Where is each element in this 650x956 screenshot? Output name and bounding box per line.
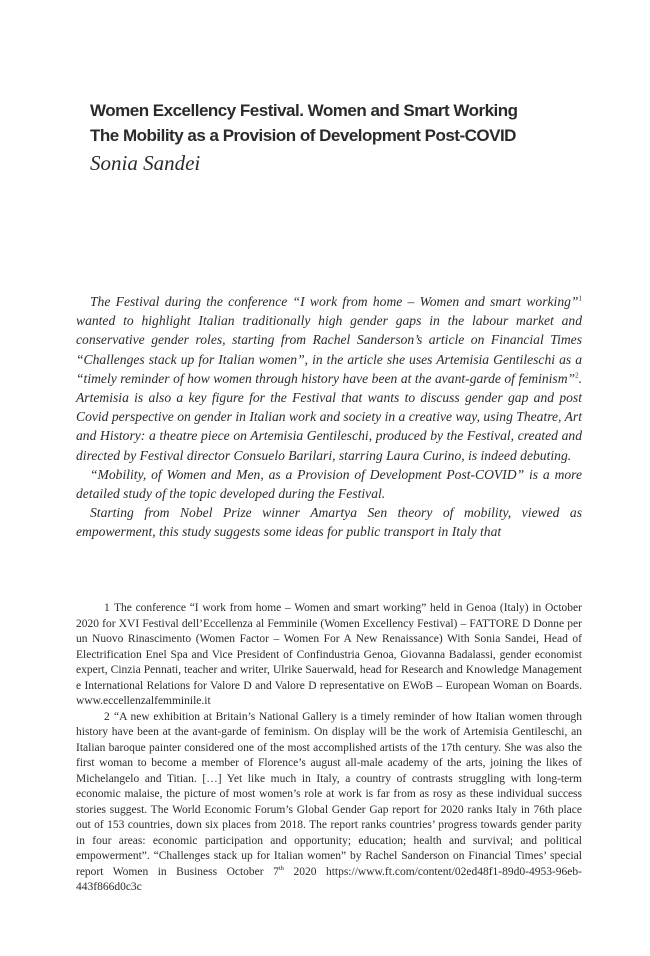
footnote-ref-1[interactable]: 1 [578,294,582,303]
footnote-1 [76,601,582,710]
body-paragraph-1-part-c: . Artemisia is also a key figure for the Festival that wants to discuss gender gap and post Covid perspective on gender in Italian work and society in a creative way, using Theatre, Art and History: a theatre piece on Artemisia Gentileschi, produced by the Festival, created and directed by Festival director Consuelo Barilari, starring Laura Curino, is indeed debuting. [76,370,582,463]
body-paragraph-1-part-a: The Festival during the conference “I work from home – Women and smart working” [90,294,579,309]
body-paragraph-1 [76,292,582,465]
footnote-2 [76,710,582,896]
footnotes [76,601,582,896]
body-paragraph-2: “Mobility, of Women and Men, as a Provision of Development Post-COVID” is a more detailed study of the topic developed during the Festival. [76,466,582,502]
body-paragraph-1-part-b: wanted to highlight Italian traditionally high gender gaps in the labour market and conservative gender roles, starting from Rachel Sanderson’s article on Financial Times “Challenges stack up for Italian women”, in the article she uses Artemisia Gentileschi as a “timely reminder of how women through history have been at the avant-garde of feminism” [76,313,582,386]
author-name: Sonia Sandei [90,151,201,175]
footnote-1-text: The conference “I work from home – Women and smart working” held in Genoa (Italy) in October 2020 for XVI Festival dell’Eccellenza al Femminile (Women Excellency Festival) – FATTORE D Donne per un Nuovo Rinascimento (Women Factor – Women For A New Renaissance) With Sonia Sandei, Head of Electrification Enel Spa and Vice President of Confindustria Genoa, Giovanna Badalassi, gender economist expert, Cinzia Pennati, teacher and writer, Ulrike Sauerwald, head for Research and Knowledge Management e International Relations for Valore D and Valore D representative on EWoB – European Woman on Boards. www.eccellenzalfemminile.it [76,602,582,707]
footnote-2-text-b: 2020 https://www.ft.com/content/02ed48f1-89d0-4953-96eb-443f866d0c3c [76,865,582,893]
title-line-2: The Mobility as a Provision of Development Post-COVID [90,126,516,145]
body-text [76,292,582,542]
footnote-2-number: 2 [104,710,110,723]
footnote-2-text-a: “A new exhibition at Britain’s National Gallery is a timely reminder of how Italian women through history have been at the avant-garde of feminism. On display will be the work of Artemisia Gentileschi, an Italian baroque painter considered one of the most accomplished artists of the 17th century. She was also the first woman to become a member of Florence’s august all-male academy of the arts, joining the likes of Michelangelo and Titian. […] Yet like much in Italy, a country of contrasts struggling with long-term economic malaise, the picture of most women’s role at work is far from as rosy as these individual success stories suggest. The World Economic Forum’s Global Gender Gap report for 2020 ranks Italy in 76th place out of 153 countries, down six places from 2018. The report ranks countries’ progress towards gender parity in four areas: economic participation and opportunity; education; health and survival; and political empowerment”. “Challenges stack up for Italian women” by Rachel Sanderson on Financial Times’ special report Women in Business October 7 [76,710,582,878]
footnote-1-number: 1 [104,602,110,614]
chapter-heading [90,98,570,176]
body-paragraph-3: Starting from Nobel Prize winner Amartya Sen theory of mobility, viewed as empowerment, this study suggests some ideas for public transport in Italy that [76,505,582,540]
footnote-2-ordinal-suffix: th [278,864,284,872]
footnote-ref-2[interactable]: 2 [575,371,579,380]
title-line-1: Women Excellency Festival. Women and Smart Working [90,101,518,120]
